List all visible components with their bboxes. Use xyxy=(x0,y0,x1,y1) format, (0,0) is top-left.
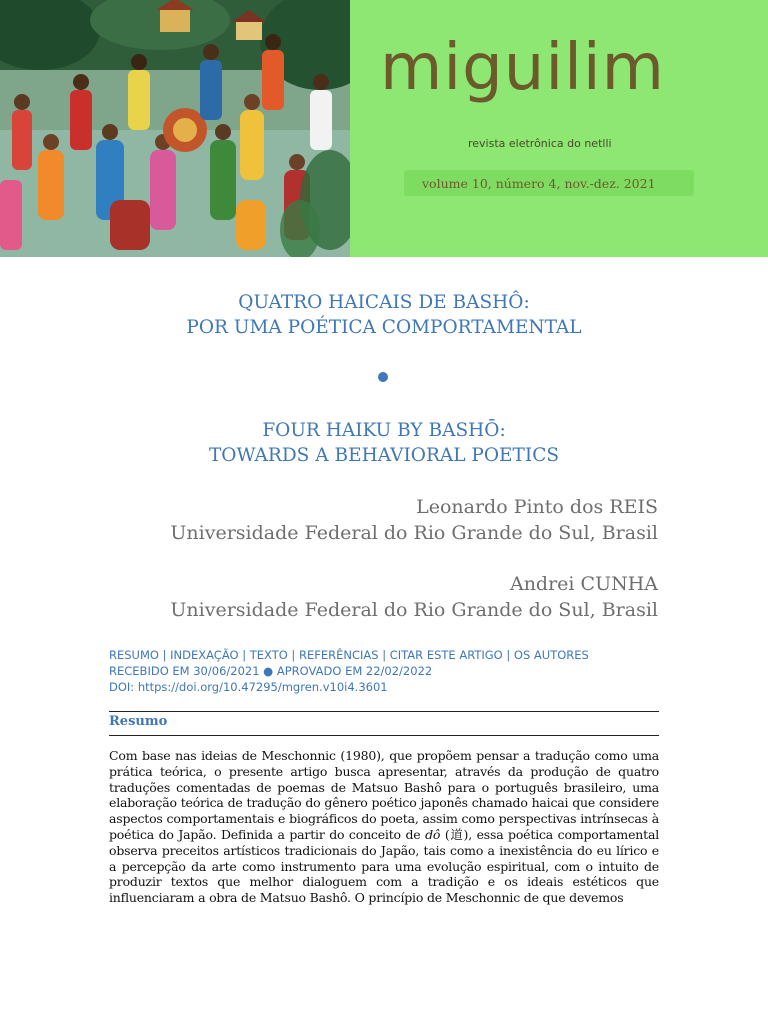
abstract-text-part-1: Com base nas ideias de Meschonnic (1980), que propõem pensar a tradução como uma prática teórica, o presente artigo busca apresentar, através da produção de quatro traduções comentadas de poemas de Matsuo Bashô para o português brasileiro, uma elaboração teórica de tradução do gênero poético japonês chamado haicai que considere aspectos comportamentais e biográficos do poeta, assim como perspectivas intrínsecas à poética do Japão. Definida a partir do conceito de xyxy=(109,748,659,842)
author-affiliation: Universidade Federal do Rio Grande do Sul, Brasil xyxy=(170,522,658,544)
title-separator-dot xyxy=(378,372,388,382)
section-rule-bottom xyxy=(109,735,659,736)
title-pt-line-2: POR UMA POÉTICA COMPORTAMENTAL xyxy=(186,317,582,338)
journal-subtitle: revista eletrônica do netlli xyxy=(468,137,612,150)
journal-title: miguilim xyxy=(380,31,665,105)
abstract-paragraph: Com base nas ideias de Meschonnic (1980), que propõem pensar a tradução como uma prática teórica, o presente artigo busca apresentar, através da produção de quatro traduções comentadas de poemas de Matsuo Bashô para o português brasileiro, uma elaboração teórica de tradução do gênero poético japonês chamado haicai que considere aspectos comportamentais e biográficos do poeta, assim como perspectivas intrínsecas à poética do Japão. Definida a partir do conceito de dô (道), essa poética comportamental observa preceitos artísticos tradicionais do Japão, tais como a inexistência do eu lírico e a percepção da arte como instrumento para uma evolução espiritual, com o intuito de produzir textos que melhor dialoguem com a tradição e os ideais estéticos que influenciaram a obra de Matsuo Bashô. O princípio de Meschonnic de que devemos xyxy=(109,748,659,906)
abstract-text-part-2: , essa poética comportamental observa preceitos artísticos tradicionais do Japão, tais como a inexistência do eu lírico e a percepção da arte como instrumento para uma evolução espiritual, com o intuito de produzir textos que melhor dialoguem com a tradição e os ideais estéticos que influenciaram a obra de Matsuo Bashô. O princípio de Meschonnic de que devemos xyxy=(109,826,659,906)
issue-info: volume 10, número 4, nov.-dez. 2021 xyxy=(422,176,656,191)
abstract-heading: Resumo xyxy=(109,714,168,729)
title-pt-line-1: QUATRO HAICAIS DE BASHÔ: xyxy=(238,292,530,313)
submission-dates: RECEBIDO EM 30/06/2021 ● APROVADO EM 22/02/2022 xyxy=(109,664,433,678)
author-affiliation: Universidade Federal do Rio Grande do Sul, Brasil xyxy=(170,599,658,621)
article-nav-links: RESUMO | INDEXAÇÃO | TEXTO | REFERÊNCIAS | CITAR ESTE ARTIGO | OS AUTORES xyxy=(109,648,589,662)
article-title-en xyxy=(0,418,768,468)
doi-link[interactable]: DOI: https://doi.org/10.47295/mgren.v10i4.3601 xyxy=(109,680,388,694)
section-rule-top xyxy=(109,711,659,712)
article-title-pt xyxy=(0,290,768,340)
title-en-line-2: TOWARDS A BEHAVIORAL POETICS xyxy=(208,445,560,466)
title-en-line-1: FOUR HAIKU BY BASHŌ: xyxy=(262,420,506,441)
journal-header xyxy=(0,0,768,257)
link-citar-artigo[interactable]: CITAR ESTE ARTIGO xyxy=(389,648,503,662)
link-texto[interactable]: TEXTO xyxy=(249,648,288,662)
abstract-kanji: 道 xyxy=(449,826,464,842)
author-name: Leonardo Pinto dos REIS xyxy=(416,496,658,518)
abstract-term: dô xyxy=(425,826,441,842)
link-resumo[interactable]: RESUMO xyxy=(109,648,159,662)
link-referencias[interactable]: REFERÊNCIAS xyxy=(298,648,379,662)
author-name: Andrei CUNHA xyxy=(509,573,658,595)
cover-illustration xyxy=(0,0,350,257)
link-indexacao[interactable]: INDEXAÇÃO xyxy=(170,648,239,662)
abstract-body xyxy=(109,748,659,906)
link-os-autores[interactable]: OS AUTORES xyxy=(513,648,589,662)
author-block xyxy=(170,571,658,623)
author-block xyxy=(170,494,658,546)
